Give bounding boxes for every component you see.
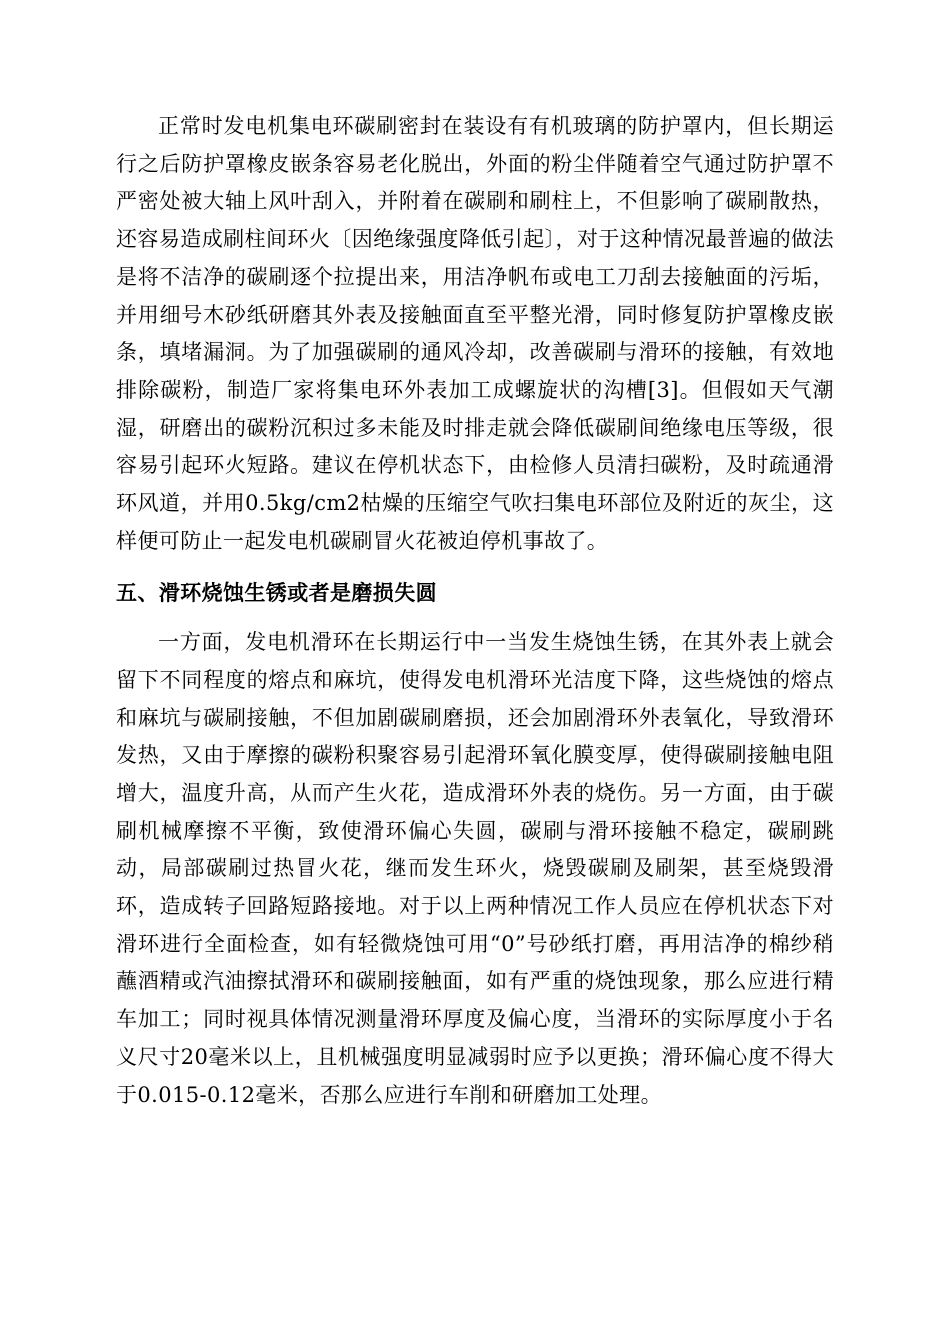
paragraph-slip-ring-corrosion: 一方面，发电机滑环在长期运行中一当发生烧蚀生锈，在其外表上就会留下不同程度的熔点和麻坑，使得发电机滑环光洁度下降，这些烧蚀的熔点和麻坑与碳刷接触，不但加剧碳刷磨损，还会加剧滑环外表氧化，导致滑环发热，又由于摩擦的碳粉积聚容易引起滑环氧化膜变厚，使得碳刷接触电阻增大，温度升高，从而产生火花，造成滑环外表的烧伤。另一方面，由于碳刷机械摩擦不平衡，致使滑环偏心失圆，碳刷与滑环接触不稳定，碳刷跳动，局部碳刷过热冒火花，继而发生环火，烧毁碳刷及刷架，甚至烧毁滑环，造成转子回路短路接地。对于以上两种情况工作人员应在停机状态下对滑环进行全面检查，如有轻微烧蚀可用“0”号砂纸打磨，再用洁净的棉纱稍蘸酒精或汽油擦拭滑环和碳刷接触面，如有严重的烧蚀现象，那么应进行精车加工；同时视具体情况测量滑环厚度及偏心度，当滑环的实际厚度小于名义尺寸20毫米以上，且机械强度明显减弱时应予以更换；滑环偏心度不得大于0.015-0.12毫米，否那么应进行车削和研磨加工处理。 [116,630,834,1107]
paragraph-brush-sealing: 正常时发电机集电环碳刷密封在装设有有机玻璃的防护罩内，但长期运行之后防护罩橡皮嵌条容易老化脱出，外面的粉尘伴随着空气通过防护罩不严密处被大轴上风叶刮入，并附着在碳刷和刷柱上，不但影响了碳刷散热，还容易造成刷柱间环火〔因绝缘强度降低引起〕，对于这种情况最普遍的做法是将不洁净的碳刷逐个拉提出来，用洁净帆布或电工刀刮去接触面的污垢，并用细号木砂纸研磨其外表及接触面直至平整光滑，同时修复防护罩橡皮嵌条，填堵漏洞。为了加强碳刷的通风冷却，改善碳刷与滑环的接触，有效地排除碳粉，制造厂家将集电环外表加工成螺旋状的沟槽[3]。但假如天气潮湿，研磨出的碳粉沉积过多未能及时排走就会降低碳刷间绝缘电压等级，很容易引起环火短路。建议在停机状态下，由检修人员清扫碳粉，及时疏通滑环风道，并用0.5kg/cm2枯燥的压缩空气吹扫集电环部位及附近的灰尘，这样便可防止一起发电机碳刷冒火花被迫停机事故了。 [116,114,834,553]
document-page [116,108,834,1114]
section-heading-5: 五、滑环烧蚀生锈或者是磨损失圆 [116,581,437,606]
